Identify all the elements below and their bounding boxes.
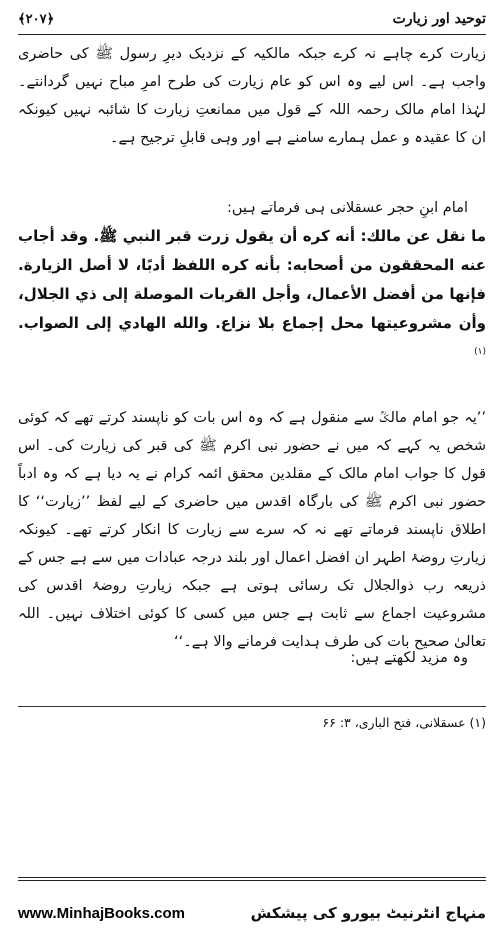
paragraph-next-intro: وہ مزید لکھتے ہیں:	[350, 650, 468, 666]
arabic-quotation	[18, 222, 486, 370]
arabic-quotation-text: ما نقل عن مالك: أنه كره أن يقول زرت قبر النبي ﷺ. وقد أجاب عنه المحققون من أصحابه: بأنه كره اللفظ أدبًا، لا أصل الزيارة. فإنها من أفضل الأعمال، وأجل القربات الموصلة إلى ذي الجلال، وأن مشروعيتها محل إجماع بلا نزاع. والله الهادي إلى الصواب.	[18, 227, 486, 332]
paragraph-urdu-intro: زیارت کرے چاہے نہ کرے جبکہ مالکیہ کے نزدیک دیرِ رسول ﷺ کی حاضری واجب ہے۔ اس لیے وہ اس کو عام زیارت کی طرح امرِ مباح نہیں گردانتے۔ لہٰذا امام مالک رحمہ اللہ کے قول میں ممانعتِ زیارت کا شائبہ نہیں کیونکہ ان کا عقیدہ و عمل ہمارے سامنے ہے اور وہی قابلِ ترجیح ہے۔	[18, 46, 486, 146]
page-header	[18, 4, 486, 34]
footer-rule-bottom	[18, 880, 486, 881]
footnote-ref-marker[interactable]: (۱)	[474, 347, 486, 357]
footer-credit: منہاج انٹرنیٹ بیورو کی پیشکش	[250, 904, 486, 922]
page-footer	[18, 896, 486, 930]
running-title: توحید اور زیارت	[392, 11, 486, 27]
footnote-rule	[18, 706, 486, 707]
footnote: (۱) عسقلانی، فتح الباری، ۳: ۶۶	[322, 715, 486, 730]
paragraph-urdu-translation: ’’یہ جو امام مالکؒ سے منقول ہے کہ وہ اس بات کو ناپسند کرتے تھے کہ کوئی شخص یہ کہے کہ میں نے حضور نبی اکرم ﷺ کی قبر کی زیارت کی۔ اس قول کا جواب امام مالک کے مقلدین محقق ائمہ کرام نے یہ دیا ہے کہ وہ ادباً حضور نبی اکرم ﷺ کی بارگاہ اقدس میں حاضری کے لیے لفظ ’’زیارت‘‘ کا اطلاق ناپسند فرماتے تھے نہ کہ سرے سے زیارت کا انکار کرتے تھے۔ کیونکہ زیارتِ روضۂ اطہر ان افضل اعمال اور بلند درجہ عبادات میں سے ہے جس کے ذریعہ رب ذوالجلال تک رسائی ہوتی ہے جبکہ زیارتِ روضۂ اقدس کی مشروعیت اجماع سے ثابت ہے جس میں کسی کا کوئی اختلاف نہیں۔ اللہ تعالیٰ صحیح بات کی طرف ہدایت فرمانے والا ہے۔‘‘	[18, 410, 486, 650]
footer-website-link[interactable]: www.MinhajBooks.com	[18, 904, 185, 922]
page-number: ﴿۲۰۷﴾	[18, 11, 55, 27]
footer-rule-top	[18, 877, 486, 878]
paragraph-quote-intro: امام ابنِ حجر عسقلانی ہی فرماتے ہیں:	[227, 200, 468, 216]
header-rule	[18, 34, 486, 35]
